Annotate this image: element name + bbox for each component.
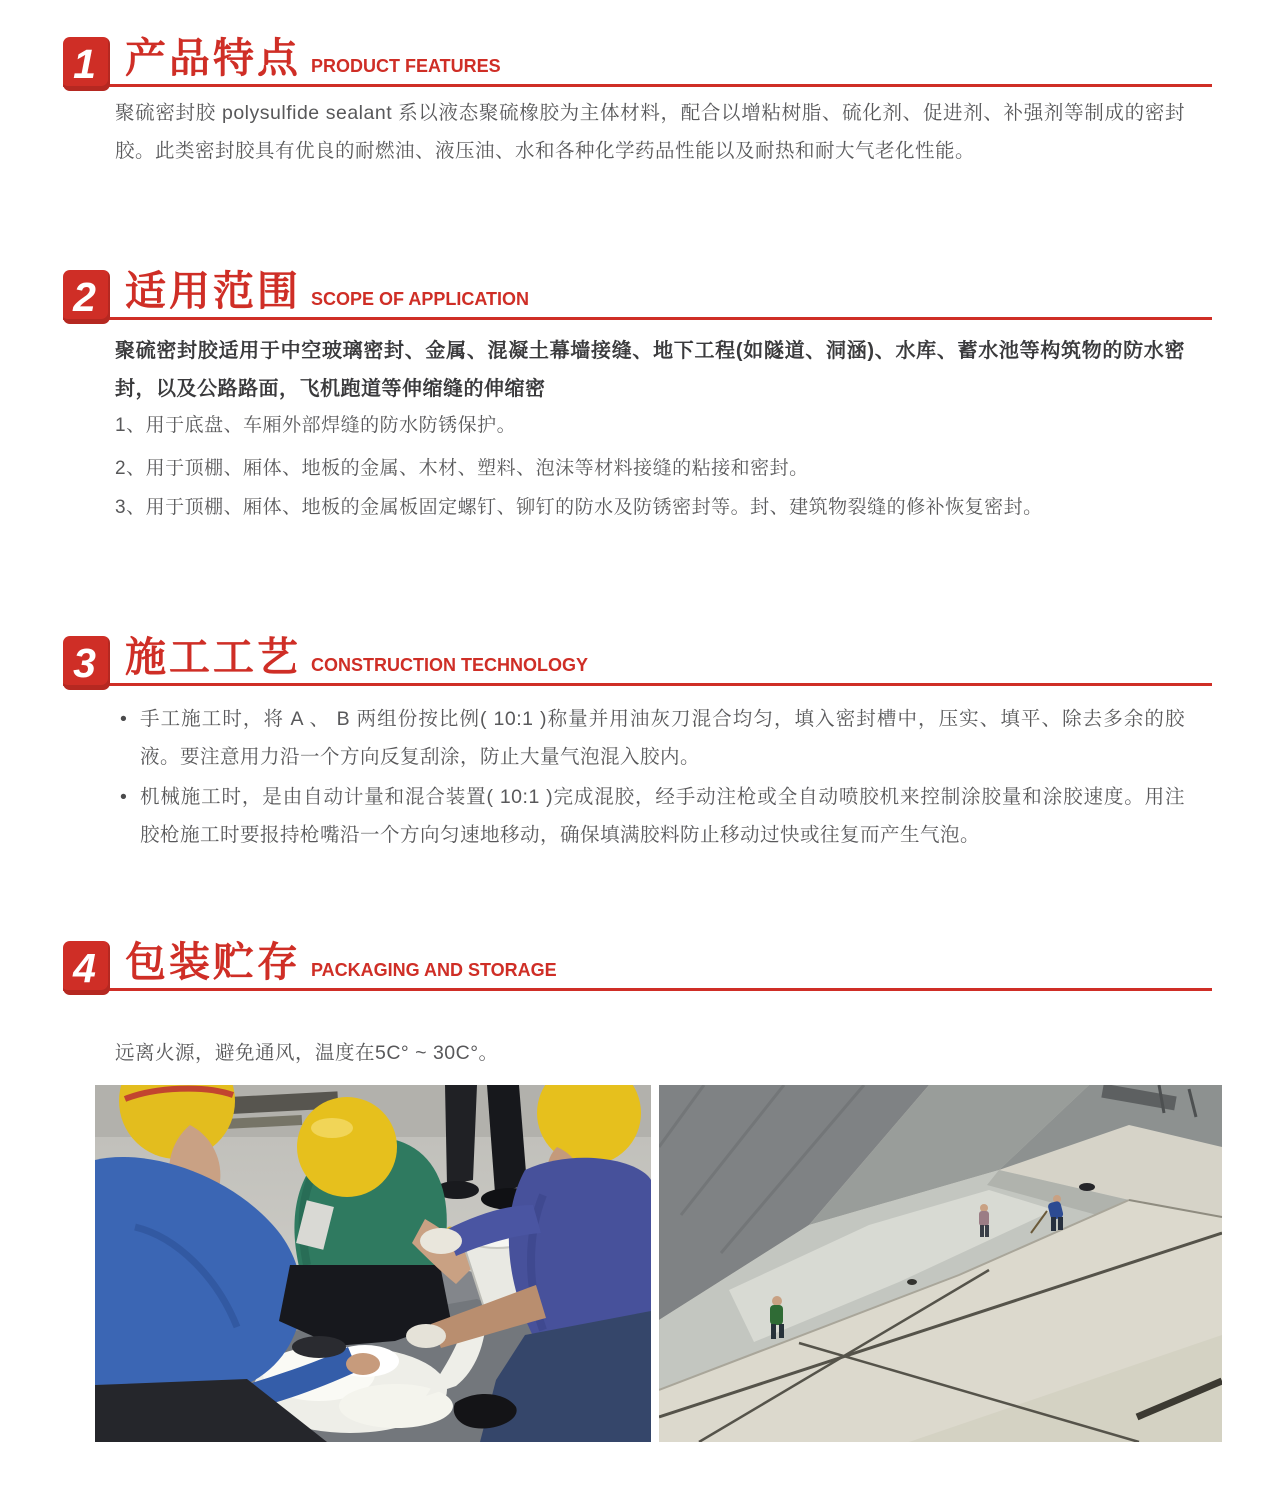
- bullet-item: • 手工施工时，将 A 、 B 两组份按比例( 10:1 )称量并用油灰刀混合均匀，填入密封槽中，压实、填平、除去多余的胶液。要注意用力沿一个方向反复刮涂，防止大量气泡混入胶内。: [118, 700, 1185, 776]
- list-item: 1、用于底盘、车厢外部焊缝的防水防锈保护。: [115, 415, 517, 436]
- section-number-badge: [63, 37, 110, 91]
- section-number-badge: [63, 941, 110, 995]
- section-title-zh: 包装贮存: [125, 939, 301, 985]
- dark-object: [907, 1279, 917, 1285]
- section-header-packaging-and-storage: [63, 940, 1212, 991]
- construction-bullet-list: [118, 700, 1185, 856]
- section-number-badge: [63, 270, 110, 324]
- tiny-worker-pink: [979, 1204, 989, 1237]
- photo-workers-sealant: [95, 1085, 651, 1442]
- photo-dam-slope: [659, 1085, 1222, 1442]
- section-title-en: SCOPE OF APPLICATION: [311, 289, 530, 309]
- photo-dam-slope-illustration: [659, 1085, 1222, 1442]
- section-title-en: PACKAGING AND STORAGE: [311, 960, 557, 980]
- section-number: 1: [73, 40, 96, 87]
- bullet-item: • 机械施工时，是由自动计量和混合装置( 10:1 )完成混胶，经手动注枪或全自动喷胶机来控制涂胶量和涂胶速度。用注胶枪施工时要报持枪嘴沿一个方向匀速地移动，确保填满胶料防止移动过快或往复而产生气泡。: [118, 778, 1185, 854]
- section-header-scope-of-application: [63, 269, 1212, 320]
- section-header-construction-technology: [63, 635, 1212, 686]
- section-title-zh: 施工工艺: [125, 634, 301, 680]
- section-title-zh: 适用范围: [125, 268, 301, 314]
- photo-row: [95, 1085, 1222, 1442]
- section-header-product-features: [63, 36, 1212, 87]
- dark-object: [1079, 1183, 1095, 1191]
- list-item: 2、用于顶棚、厢体、地板的金属、木材、塑料、泡沫等材料接缝的粘接和密封。: [115, 458, 809, 479]
- section-title-en: CONSTRUCTION TECHNOLOGY: [311, 655, 588, 675]
- scope-lead-paragraph: 聚硫密封胶适用于中空玻璃密封、金属、混凝土幕墙接缝、地下工程(如隧道、洞涵)、水库、蓄水池等构筑物的防水密封，以及公路路面，飞机跑道等伸缩缝的伸缩密: [115, 340, 1185, 400]
- section-number: 3: [73, 639, 96, 686]
- section-number: 4: [73, 944, 96, 991]
- storage-paragraph: 远离火源，避免通风，温度在5C° ~ 30C°。: [115, 1041, 499, 1064]
- section-title-zh: 产品特点: [125, 35, 301, 81]
- section-title-en: PRODUCT FEATURES: [311, 56, 501, 76]
- section-number: 2: [73, 273, 96, 320]
- scope-item-list: [115, 413, 1185, 534]
- section-number-badge: [63, 636, 110, 690]
- product-features-paragraph: 聚硫密封胶 polysulfide sealant 系以液态聚硫橡胶为主体材料，配合以增粘树脂、硫化剂、促进剂、补强剂等制成的密封胶。此类密封胶具有优良的耐燃油、液压油、水和各种化学药品性能以及耐热和耐大气老化性能。: [115, 101, 1185, 162]
- photo-workers-sealant-illustration: [95, 1085, 651, 1442]
- list-item: 3、用于顶棚、厢体、地板的金属板固定螺钉、铆钉的防水及防锈密封等。封、建筑物裂缝的修补恢复密封。: [115, 497, 1043, 518]
